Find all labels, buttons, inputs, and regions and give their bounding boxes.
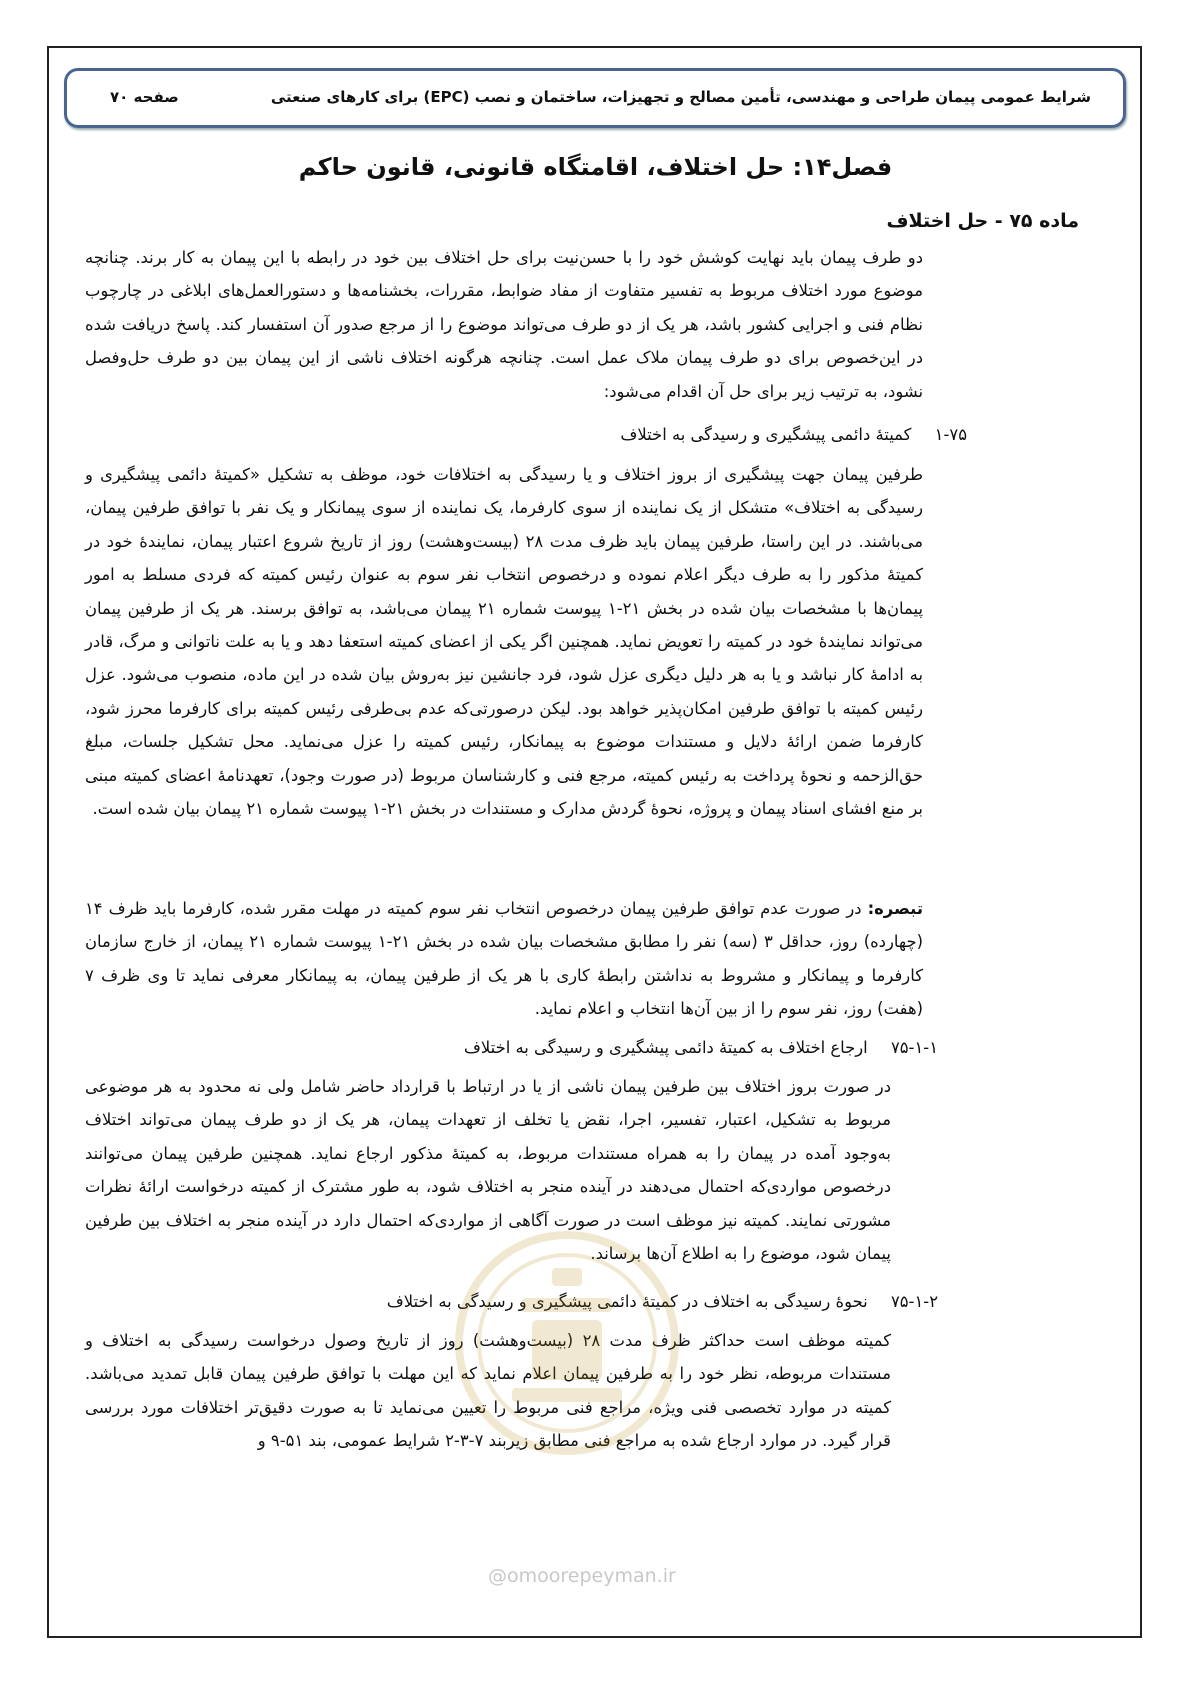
clause-title: کمیتهٔ دائمی پیشگیری و رسیدگی به اختلاف	[620, 425, 912, 444]
page-number: صفحه ۷۰	[110, 88, 179, 106]
header-title: شرایط عمومی پیمان طراحی و مهندسی، تأمین مصالح و تجهیزات، ساختمان و نصب (EPC) برای کارهای صنعتی	[270, 88, 1091, 106]
note-label: تبصره:	[867, 899, 923, 918]
clause-number: ۷۵-۱-۱	[890, 1038, 938, 1057]
article-title: ماده ۷۵ - حل اختلاف	[886, 210, 1079, 232]
clause-75-1-heading	[620, 425, 967, 444]
article-intro: دو طرف پیمان باید نهایت کوشش خود را با حسن‌نیت برای حل اختلاف بین خود در رابطه با این پیمان به کار برند. چنانچه موضوع مورد اختلاف مربوط به تفسیر متفاوت از مفاد ضوابط، مقررات، بخشنامه‌ها و دستورالعمل‌های ابلاغی در چارچوب نظام فنی و اجرایی کشور باشد، هر یک از دو طرف می‌تواند موضوع را از مرجع صدور آن استفسار کند. پاسخ دریافت شده در این‌خصوص برای دو طرف پیمان ملاک عمل است. چنانچه هرگونه اختلاف ناشی از این پیمان بین دو طرف حل‌وفصل نشود، به ترتیب زیر برای حل آن اقدام می‌شود:	[85, 248, 923, 401]
note-paragraph	[85, 892, 923, 1026]
note-text: در صورت عدم توافق طرفین پیمان درخصوص انتخاب نفر سوم کمیته در مهلت مقرر شده، کارفرما باید ظرف ۱۴ (چهارده) روز، حداقل ۳ (سه) نفر را مطابق مشخصات بیان شده در بخش ۲۱-۱ پیوست شماره ۲۱ پیمان، از خارج سازمان کارفرما و پیمانکار و مشروط به نداشتن رابطهٔ کاری با هر یک از طرفین پیمان، به پیمانکار معرفی نماید تا وی ظرف ۷ (هفت) روز، نفر سوم را از بین آن‌ها انتخاب و اعلام نماید.	[85, 899, 923, 1019]
clause-number: ۱-۷۵	[934, 425, 967, 444]
clause-75-1-1-heading	[464, 1038, 938, 1057]
clause-75-1-1-body: در صورت بروز اختلاف بین طرفین پیمان ناشی از یا در ارتباط با قرارداد حاضر شامل ولی نه محدود به هر موضوعی مربوط به تشکیل، اعتبار، تفسیر، اجرا، نقض یا تخلف از تعهدات پیمان، هر یک از دو طرف پیمان می‌تواند اختلاف به‌وجود آمده در پیمان را به همراه مستندات مربوط، به کمیتهٔ مذکور ارجاع نماید. همچنین طرفین پیمان می‌توانند درخصوص مواردی‌که احتمال می‌دهند در آینده منجر به اختلاف شود، به طور مشترک از کمیته درخواست ارائهٔ نظرات مشورتی نمایند. کمیته نیز موظف است در صورت آگاهی از مواردی‌که احتمال دارد در آینده منجر به اختلاف بین طرفین پیمان شود، موضوع را به اطلاع آن‌ها برساند.	[85, 1077, 891, 1264]
clause-75-1-body: طرفین پیمان جهت پیشگیری از بروز اختلاف و یا رسیدگی به اختلافات خود، موظف به تشکیل «کمیتهٔ دائمی پیشگیری و رسیدگی به اختلاف» متشکل از یک نماینده از سوی کارفرما، یک نماینده از سوی پیمانکار و یک نفر با توافق طرفین پیمان، می‌باشند. در این راستا، طرفین پیمان باید ظرف مدت ۲۸ (بیست‌وهشت) روز از تاریخ شروع اعتبار پیمان، نمایندهٔ خود در کمیتهٔ مذکور را به طرف دیگر اعلام نموده و درخصوص انتخاب نفر سوم به عنوان رئیس کمیته که فردی مسلط به امور پیمان‌ها با مشخصات بیان شده در بخش ۲۱-۱ پیوست شماره ۲۱ پیمان می‌باشد، به توافق برسند. هر یک از طرفین پیمان می‌تواند نمایندهٔ خود در کمیته را تعویض نماید. همچنین اگر یکی از اعضای کمیته استعفا دهد و یا به علت ناتوانی و مرگ، قادر به ادامهٔ کار نباشد و یا به هر دلیل دیگری عزل شود، فرد جانشین نیز به‌روش بیان شده در این ماده، منصوب می‌شود. عزل رئیس کمیته با توافق طرفین امکان‌پذیر خواهد بود. لیکن درصورتی‌که عدم بی‌طرفی رئیس کمیته برای کارفرما محرز شود، کارفرما ضمن ارائهٔ دلایل و مستندات موضوع به پیمانکار، رئیس کمیته را عزل می‌نماید. محل تشکیل جلسات، مبلغ حق‌الزحمه و نحوهٔ پرداخت به رئیس کمیته، مرجع فنی و کارشناسان مربوط (در صورت وجود)، تعهدنامهٔ اعضای کمیته مبنی بر منع افشای اسناد پیمان و پروژه، نحوهٔ گردش مدارک و مستندات در بخش ۲۱-۱ پیوست شماره ۲۱ پیمان بیان شده است.	[85, 465, 924, 819]
clause-75-1-2-heading	[387, 1292, 938, 1311]
clause-number: ۷۵-۱-۲	[890, 1292, 938, 1311]
chapter-title: فصل۱۴: حل اختلاف، اقامتگاه قانونی، قانون حاکم	[298, 153, 893, 181]
clause-75-1-2-body: کمیته موظف است حداکثر ظرف مدت ۲۸ (بیست‌وهشت) روز از تاریخ وصول درخواست رسیدگی به اختلاف و مستندات مربوطه، نظر خود را به طرفین پیمان اعلام نماید که این مهلت با توافق طرفین پیمان قابل تمدید می‌باشد. کمیته در موارد تخصصی فنی ویژه، مراجع فنی مربوط را تعیین می‌نماید تا به صورت دقیق‌تر اختلافات مورد بررسی قرار گیرد. در موارد ارجاع شده به مراجع فنی مطابق زیربند ۷-۳-۲ شرایط عمومی، بند ۵۱-۹ و	[85, 1331, 891, 1451]
clause-title: ارجاع اختلاف به کمیتهٔ دائمی پیشگیری و رسیدگی به اختلاف	[463, 1038, 868, 1057]
clause-title: نحوهٔ رسیدگی به اختلاف در کمیتهٔ دائمی پیشگیری و رسیدگی به اختلاف	[386, 1292, 868, 1311]
watermark-url: @omoorepeyman.ir	[488, 1565, 676, 1587]
